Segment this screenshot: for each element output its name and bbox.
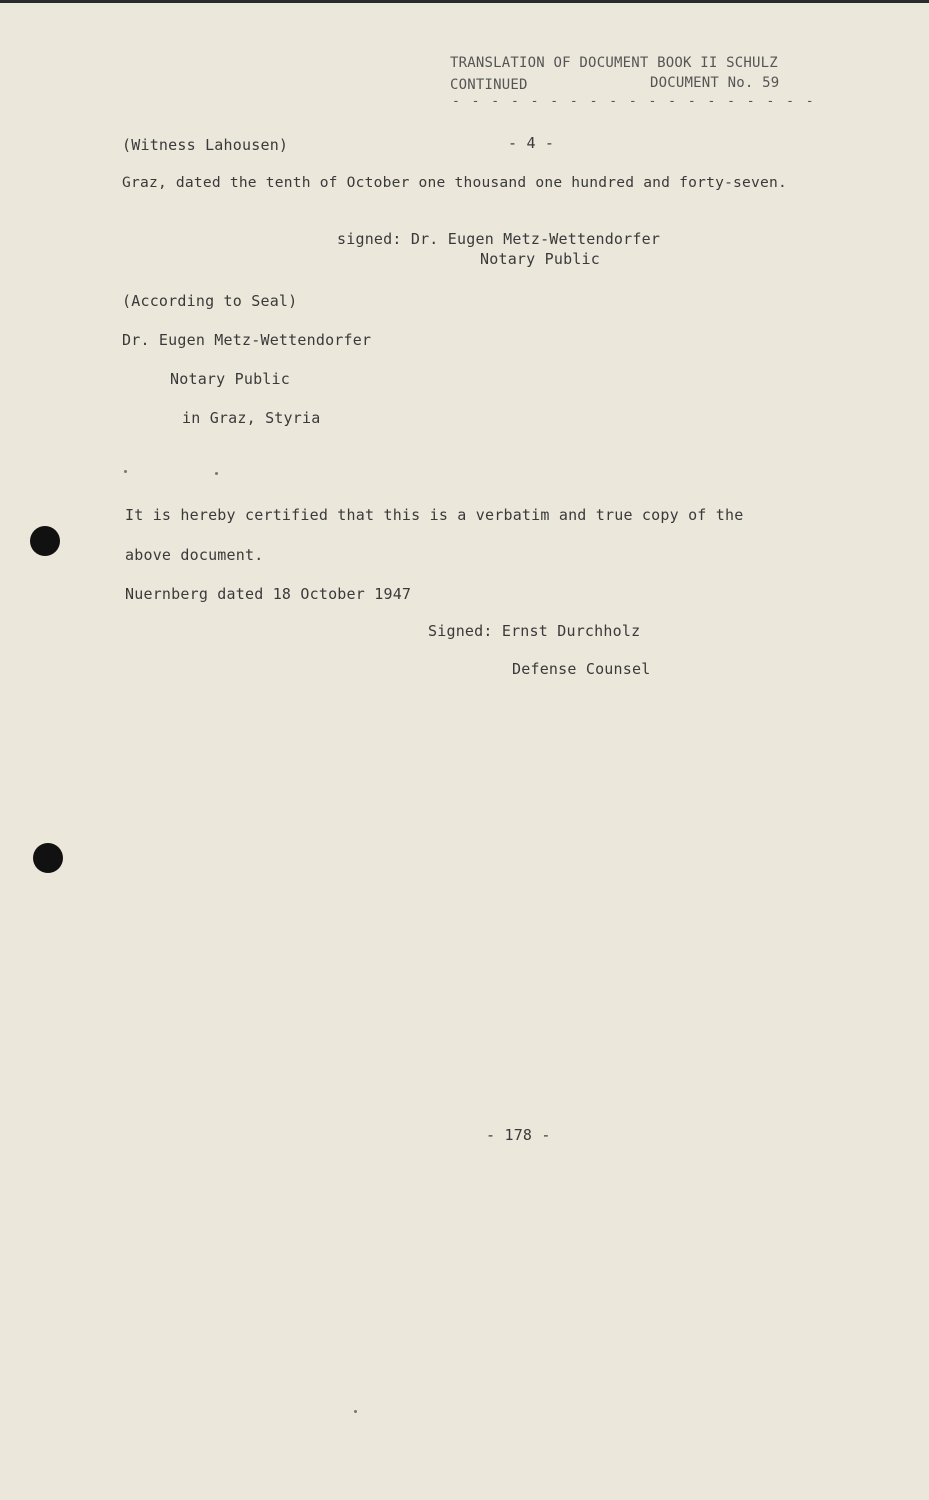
header-title: TRANSLATION OF DOCUMENT BOOK II SCHULZ [450,55,778,71]
paper-speck [124,470,127,473]
witness-label: (Witness Lahousen) [122,136,289,154]
certification-signed: Signed: Ernst Durchholz [428,622,641,640]
paper-speck [215,472,218,475]
seal-label: (According to Seal) [122,292,298,310]
signed-title: Notary Public [480,250,600,268]
certification-line-1: It is hereby certified that this is a verbatim and true copy of the [125,506,744,524]
punch-hole-upper [30,526,60,556]
seal-location: in Graz, Styria [182,409,321,427]
signed-line: signed: Dr. Eugen Metz-Wettendorfer [337,230,661,248]
page-top-edge [0,0,929,3]
certification-place-date: Nuernberg dated 18 October 1947 [125,585,412,603]
seal-title: Notary Public [170,370,290,388]
header-continued: CONTINUED [450,77,528,93]
dated-line: Graz, dated the tenth of October one thousand one hundred and forty-seven. [122,174,787,191]
paper-speck [354,1410,357,1413]
punch-hole-lower [33,843,63,873]
seal-name: Dr. Eugen Metz-Wettendorfer [122,331,372,349]
header-document-number: DOCUMENT No. 59 [650,75,780,91]
certification-line-2: above document. [125,546,264,564]
header-divider: - - - - - - - - - - - - - - - - - - - [452,94,816,109]
certification-role: Defense Counsel [512,660,651,678]
page-marker: - 4 - [508,134,555,152]
page-number: - 178 - [486,1126,551,1144]
